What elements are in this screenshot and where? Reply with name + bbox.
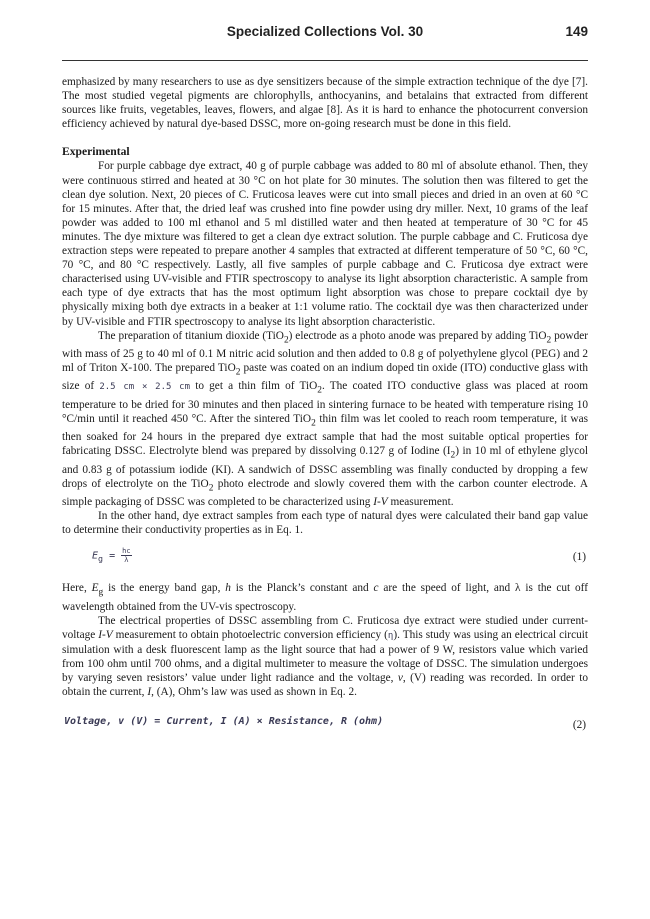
paragraph-electrode-preparation: The preparation of titanium dioxide (TiO$_2$) electrode as a photo anode was prepared by adding TiO$_2$ powder with mass of 25 g to 40 ml of 0.1 M nitric acid solution and then added to 0.8 g of polyethylene glycol (PEG) and 2 ml of Triton X-100. The prepared TiO$_2$ paste was coated on an indium doped tin oxide (ITO) conductive glass with size of 2.5 cm × 2.5 cm to get a thin film of TiO$_2$. The coated ITO conductive glass was placed at room temperature to be dried for 30 minutes and then placed in sintering furnace to be heated with temperature rising 10 °C/min until it reached 450 °C. After the sintered TiO$_2$ thin film was let cooled to reach room temperature, it was then soaked for 24 hours in the prepared dye extract sample that had the most suitable optical properties for fabricating DSSC. Electrolyte blend was prepared by dissolving 0.127 g of Iodine $(I_2)$ in 10 ml of ethylene glycol and 0.83 g of potassium iodide (KI). A sandwich of DSSC assembling was finally conducted by dropping a few drops of electrolyte on the TiO$_2$ photo electrode and slowly covered them with the carbon counter electrode. A simple packaging of DSSC was completed to be characterized using I-V measurement.	[62, 329, 589, 509]
journal-title: Specialized Collections Vol. 30	[226, 24, 424, 39]
page-number: 149	[565, 24, 588, 39]
paragraph-variable-definitions: Here, $E_g$ is the energy band gap, h is the Planck’s constant and c are the speed of light, and λ is the cut off wavelength obtained from the UV-vis spectroscopy.	[62, 582, 588, 613]
fraction: $\frac{hc}{\lambda}$	[122, 547, 131, 565]
equation-1-number: (1)	[572, 551, 586, 564]
intro-paragraph: emphasized by many researchers to use as dye sensitizers because of the simple extraction technique of the dye [7]. The most studied vegetal pigments are chlorophylls, anthocyanins, and betalains that extracted from different sources like fruits, vegetables, leaves, flowers, and algae [8]. As it is hard to enhance the photocurrent conversion efficiency achieved by natural dye-based DSSC, more on-going research must be done in this field.	[62, 76, 588, 131]
equation-1	[62, 545, 588, 571]
article-body	[62, 75, 588, 749]
paragraph-electrical-properties: The electrical properties of DSSC assembling from C. Fruticosa dye extract were studied under current-voltage I-V measurement to obtain photoelectric conversion efficiency (η). This study was using an electrical circuit simulation with a desk fluorescent lamp as the light source that had a power of 9 W, resistors value which varied from 100 ohm until 700 ohms, and a digital multimeter to measure the voltage of DSSC. The simulation undergoes by varying seven resistors’ value under light radiance and the voltage, v, (V) reading was recorded. In order to obtain the current, I, (A), Ohm’s law was used as shown in Eq. 2.	[62, 614, 589, 699]
running-header	[62, 22, 588, 44]
paragraph-dye-extraction: For purple cabbage dye extract, 40 g of purple cabbage was added to 80 ml of absolute ethanol. Then, they were continuous stirred and heated at 30 °C on hot plate for 30 minutes. The solution then was filtered to get the clean dye solution. Next, 20 pieces of C. Fruticosa leaves were cut into small pieces and dried in an oven at 60 °C for 15 minutes. After that, the dried leaf was crushed into fine powder using dry miller. Next, 10 grams of the leaf powder was added to 100 ml ethanol and 5 ml distilled water and then heated at temperature of 30 °C for 45 minutes. The dye mixture was filtered to get a clean dye extract solution. The purple cabbage and C. Fruticosa dye extraction steps were repeated to prepare another 4 samples that extracted at different temperature of 50 °C, 60 °C, 70 °C, and 80 °C respectively. Lastly, all five samples of purple cabbage and C. Fruticosa dye extract were characterised using UV-visible and FTIR spectroscopy to analyse its light absorption characteristic. A sample from each type of dye extracts that has the most optimum light absorption was chose to prepare cocktail dye by physically mixing both dye extracts in a beaker at 1:1 volume ratio. The cocktail dye was then characterized under by UV-visible and FTIR spectroscopy to analyse its light absorption characteristic.	[62, 160, 588, 328]
inline-math-eta: η	[387, 630, 394, 641]
equation-2-number: (2)	[572, 719, 586, 732]
inline-math-glass-size: 2.5 cm × 2.5 cm	[99, 382, 191, 393]
section-heading: Experimental	[62, 145, 130, 159]
equation-2	[62, 713, 588, 739]
paragraph-band-gap-intro: In the other hand, dye extract samples from each type of natural dyes were calculated their band gap value to determine their conductivity properties as in Eq. 1.	[62, 510, 588, 537]
header-rule	[62, 60, 588, 61]
equation-2-formula: Voltage, v (V) = Current, I (A) × Resistance, R (ohm)	[64, 716, 384, 728]
equation-1-formula: $E_g$ = $\frac{hc}{\lambda}$	[92, 547, 131, 565]
spacer	[62, 131, 588, 145]
